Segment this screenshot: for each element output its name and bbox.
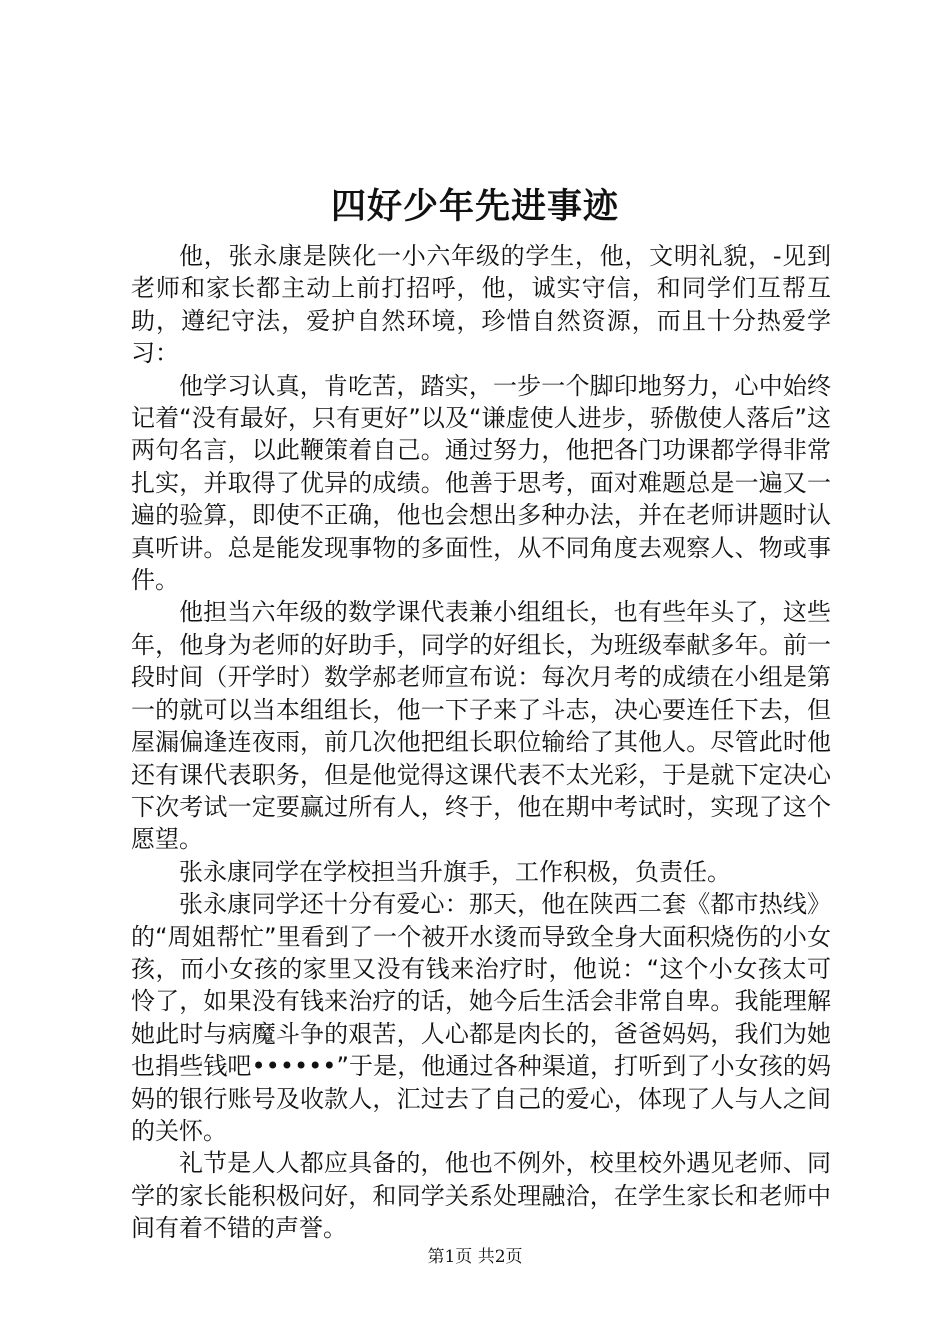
paragraph-compassion: 张永康同学还十分有爱心：那天，他在陕西二套《都市热线》的“周姐帮忙”里看到了一个被开水烫而导致全身大面积烧伤的小女孩，而小女孩的家里又没有钱来治疗时，他说：“这个小女孩太可怜了，如果没有钱来治疗的话，她今后生活会非常自卑。我能理解她此时与病魔斗争的艰苦，人心都是肉长的，爸爸妈妈，我们为她也捐些钱吧••••••”于是，他通过各种渠道，打听到了小女孩的妈妈的银行账号及收款人，汇过去了自己的爱心，体现了人与人之间的关怀。	[131, 890, 831, 1145]
paragraph-study: 他学习认真，肯吃苦，踏实，一步一个脚印地努力，心中始终记着“没有最好，只有更好”以及“谦虚使人进步，骄傲使人落后”这两句名言，以此鞭策着自己。通过努力，他把各门功课都学得非常扎实，并取得了优异的成绩。他善于思考，面对难题总是一遍又一遍的验算，即使不正确，他也会想出多种办法，并在老师讲题时认真听讲。总是能发现事物的多面性，从不同角度去观察人、物或事件。	[131, 371, 831, 595]
paragraph-etiquette: 礼节是人人都应具备的，他也不例外，校里校外遇见老师、同学的家长能积极问好，和同学关系处理融洽，在学生家长和老师中间有着不错的声誉。	[131, 1149, 831, 1243]
paragraph-flag-raiser: 张永康同学在学校担当升旗手，工作积极，负责任。	[179, 857, 731, 886]
page-footer: 第1页 共2页	[427, 1247, 523, 1267]
paragraph-intro: 他，张永康是陕化一小六年级的学生，他，文明礼貌，-见到老师和家长都主动上前打招呼，他，诚实守信，和同学们互帮互助，遵纪守法，爱护自然环境，珍惜自然资源，而且十分热爱学习：	[131, 242, 831, 368]
document-title: 四好少年先进事迹	[330, 186, 619, 227]
paragraph-class-rep: 他担当六年级的数学课代表兼小组组长，也有些年头了，这些年，他身为老师的好助手，同学的好组长，为班级奉献多年。前一段时间（开学时）数学郝老师宣布说：每次月考的成绩在小组是第一的就可以当本组组长，他一下子来了斗志，决心要连任下去，但屋漏偏逢连夜雨，前几次他把组长职位输给了其他人。尽管此时他还有课代表职务，但是他觉得这课代表不太光彩，于是就下定决心下次考试一定要赢过所有人，终于，他在期中考试时，实现了这个愿望。	[131, 598, 831, 854]
document-body	[131, 240, 831, 1245]
